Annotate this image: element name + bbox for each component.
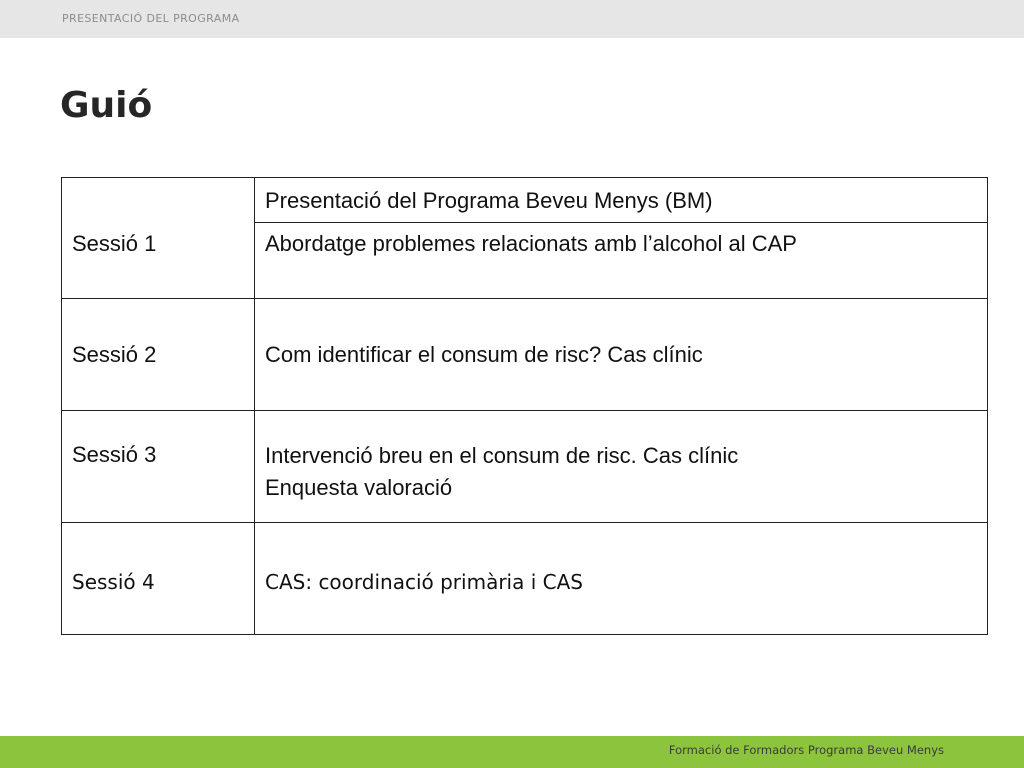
table-row: [62, 523, 988, 635]
session-label: Sessió 1: [62, 178, 255, 299]
footer-bar: [0, 736, 1024, 768]
table-row: [62, 411, 988, 523]
session-label: Sessió 3: [62, 411, 255, 523]
table-row: [62, 299, 988, 411]
session-label: Sessió 4: [62, 523, 255, 635]
footer-text: Formació de Formadors Programa Beveu Menys: [668, 743, 944, 757]
section-label: PRESENTACIÓ DEL PROGRAMA: [62, 12, 240, 25]
session-topic: Com identificar el consum de risc? Cas clínic: [255, 299, 988, 411]
session-topic-group: [255, 411, 988, 523]
session-topic: Presentació del Programa Beveu Menys (BM): [255, 178, 988, 223]
session-topic: Enquesta valoració: [265, 474, 453, 500]
session-schedule-table: [61, 177, 988, 635]
session-topic: CAS: coordinació primària i CAS: [255, 523, 988, 635]
header-bar: [0, 0, 1024, 38]
session-label: Sessió 2: [62, 299, 255, 411]
session-topic: Abordatge problemes relacionats amb l’alcohol al CAP: [255, 223, 988, 299]
slide-title: Guió: [60, 85, 153, 126]
session-topic: Intervenció breu en el consum de risc. Cas clínic: [265, 442, 739, 468]
table-row: [62, 178, 988, 223]
